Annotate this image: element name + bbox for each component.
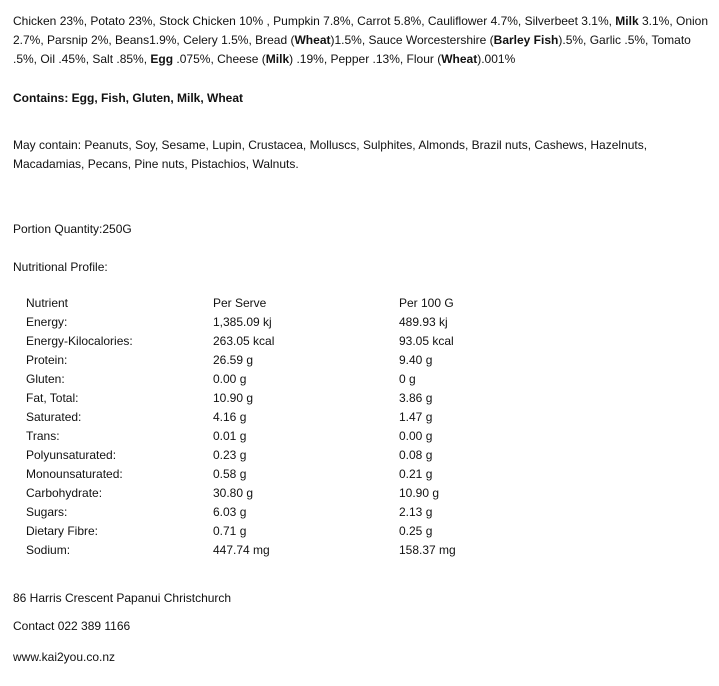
- per-serve-value: 30.80 g: [213, 486, 254, 500]
- per-100g-value: 0.25 g: [399, 524, 433, 538]
- nutrient-name: Monounsaturated:: [26, 467, 123, 481]
- table-row: [26, 427, 549, 446]
- nutrient-name: Sodium:: [26, 543, 71, 557]
- nutrient-name: Gluten:: [26, 372, 65, 386]
- per-serve-value: 6.03 g: [213, 505, 247, 519]
- nutrition-header-row: [26, 294, 549, 313]
- table-row: [26, 465, 549, 484]
- per-serve-value: 10.90 g: [213, 391, 254, 405]
- portion-quantity: Portion Quantity:250G: [13, 222, 132, 236]
- per-serve-value: 0.01 g: [213, 429, 247, 443]
- table-row: [26, 503, 549, 522]
- table-row: [26, 389, 549, 408]
- per-100g-value: 10.90 g: [399, 486, 440, 500]
- nutrient-name: Energy-Kilocalories:: [26, 334, 133, 348]
- ingredient-text: .075%, Cheese (: [173, 52, 266, 66]
- table-row: [26, 332, 549, 351]
- allergen-highlight: Egg: [150, 52, 174, 66]
- nutrient-name: Carbohydrate:: [26, 486, 103, 500]
- contains-allergens: Contains: Egg, Fish, Gluten, Milk, Wheat: [13, 91, 244, 105]
- nutrient-name: Polyunsaturated:: [26, 448, 117, 462]
- nutrient-header: Nutrient: [26, 296, 69, 310]
- may-contain-allergens: May contain: Peanuts, Soy, Sesame, Lupin, Crustacea, Molluscs, Sulphites, Almonds, Brazil nuts, Cashews, Hazelnuts, Macadamias, Pecans, Pine nuts, Pistachios, Walnuts.: [13, 138, 648, 171]
- per-100g-header: Per 100 G: [399, 296, 454, 310]
- per-100g-value: 0.08 g: [399, 448, 433, 462]
- nutritional-profile-label: Nutritional Profile:: [13, 260, 108, 274]
- per-100g-value: 0.00 g: [399, 429, 433, 443]
- per-100g-value: 9.40 g: [399, 353, 433, 367]
- table-row: [26, 313, 549, 332]
- ingredient-text: ) .19%, Pepper .13%, Flour (: [289, 52, 442, 66]
- nutrient-name: Sugars:: [26, 505, 68, 519]
- per-serve-value: 263.05 kcal: [213, 334, 275, 348]
- ingredient-text: ).5%, Garlic .5%, Tomato .5%, Oil .45%, Salt .85%,: [13, 33, 691, 66]
- per-serve-value: 447.74 mg: [213, 543, 270, 557]
- table-row: [26, 446, 549, 465]
- allergen-highlight: Wheat: [294, 33, 331, 47]
- allergen-highlight: Milk: [615, 14, 639, 28]
- table-row: [26, 484, 549, 503]
- per-serve-value: 26.59 g: [213, 353, 254, 367]
- allergen-highlight: Wheat: [441, 52, 478, 66]
- per-serve-value: 4.16 g: [213, 410, 247, 424]
- ingredient-text: ).001%: [477, 52, 516, 66]
- table-row: [26, 351, 549, 370]
- per-100g-value: 158.37 mg: [399, 543, 456, 557]
- ingredient-text: )1.5%, Sauce Worcestershire (: [330, 33, 494, 47]
- per-100g-value: 0.21 g: [399, 467, 433, 481]
- per-serve-value: 0.71 g: [213, 524, 247, 538]
- business-address: 86 Harris Crescent Papanui Christchurch: [13, 591, 232, 605]
- table-row: [26, 370, 549, 389]
- nutrient-name: Fat, Total:: [26, 391, 79, 405]
- website-link[interactable]: www.kai2you.co.nz: [13, 650, 116, 664]
- per-100g-value: 0 g: [399, 372, 416, 386]
- nutrition-table: [26, 294, 549, 560]
- table-row: [26, 408, 549, 427]
- per-100g-value: 2.13 g: [399, 505, 433, 519]
- per-serve-value: 0.58 g: [213, 467, 247, 481]
- per-100g-value: 1.47 g: [399, 410, 433, 424]
- per-serve-header: Per Serve: [213, 296, 267, 310]
- nutrient-name: Dietary Fibre:: [26, 524, 99, 538]
- nutrient-name: Protein:: [26, 353, 68, 367]
- per-serve-value: 1,385.09 kj: [213, 315, 272, 329]
- per-100g-value: 93.05 kcal: [399, 334, 454, 348]
- per-serve-value: 0.00 g: [213, 372, 247, 386]
- allergen-highlight: Barley Fish: [493, 33, 559, 47]
- allergen-highlight: Milk: [265, 52, 290, 66]
- nutrient-name: Saturated:: [26, 410, 82, 424]
- ingredient-text: Chicken 23%, Potato 23%, Stock Chicken 10% , Pumpkin 7.8%, Carrot 5.8%, Cauliflower 4.7%, Silverbeet 3.1%,: [13, 14, 616, 28]
- per-100g-value: 489.93 kj: [399, 315, 448, 329]
- nutrient-name: Trans:: [26, 429, 60, 443]
- table-row: [26, 541, 549, 560]
- per-100g-value: 3.86 g: [399, 391, 433, 405]
- table-row: [26, 522, 549, 541]
- contact-phone: Contact 022 389 1166: [13, 619, 131, 633]
- nutrient-name: Energy:: [26, 315, 68, 329]
- per-serve-value: 0.23 g: [213, 448, 247, 462]
- ingredient-text: 3.1%, Onion 2.7%, Parsnip 2%, Beans1.9%, Celery 1.5%, Bread (: [13, 14, 709, 47]
- ingredients-list: [13, 12, 713, 69]
